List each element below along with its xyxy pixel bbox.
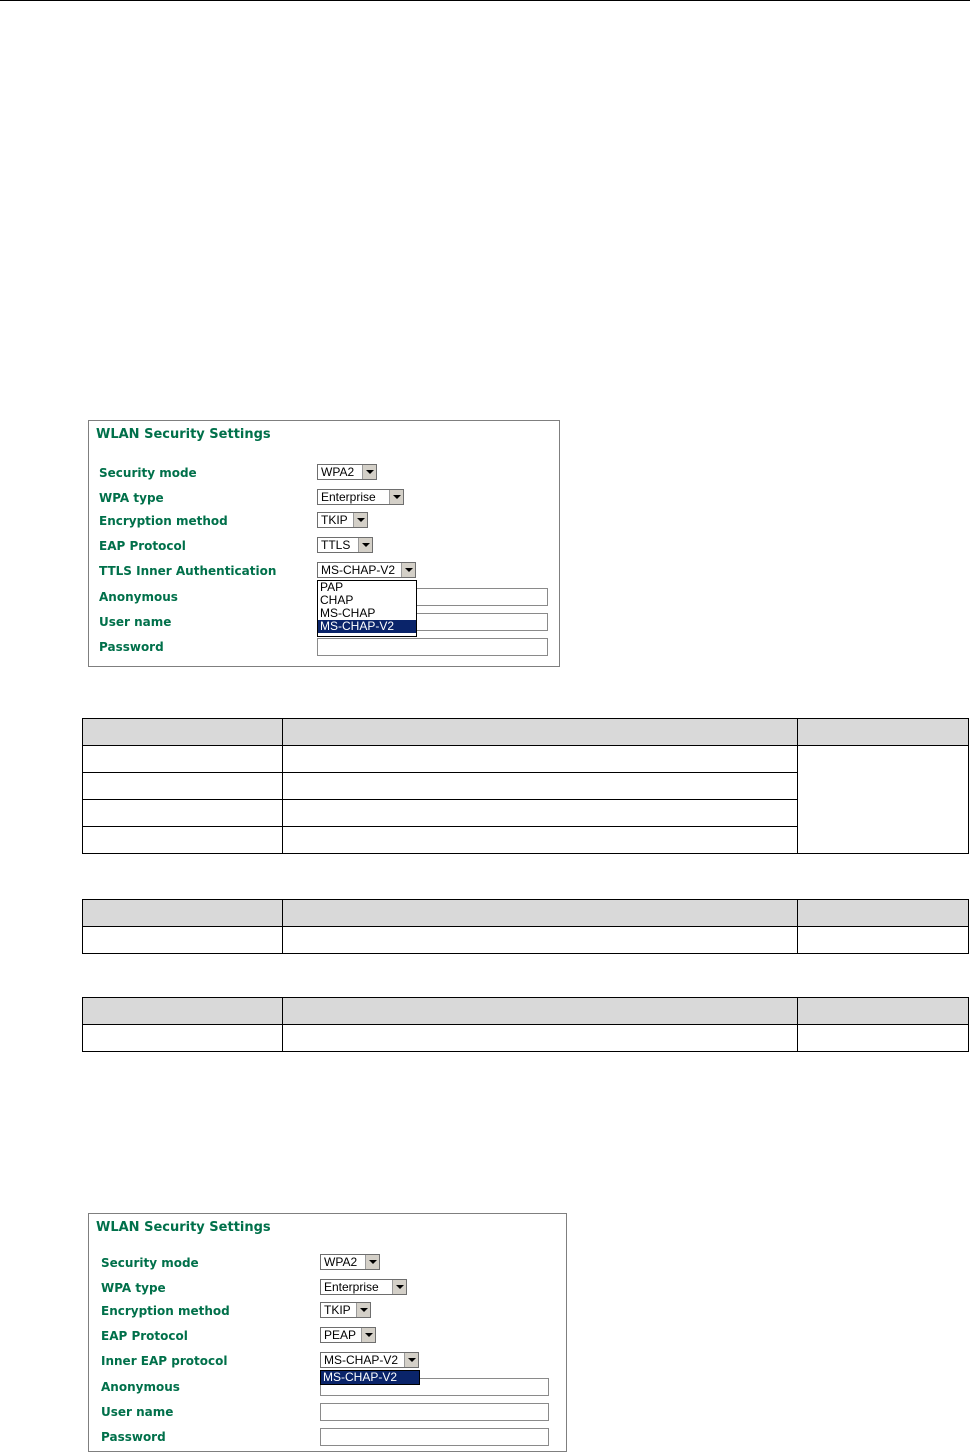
table-cell — [798, 927, 969, 954]
table-header-cell — [83, 998, 283, 1025]
label-wpa-type: WPA type — [101, 1281, 166, 1295]
security-mode-value: WPA2 — [321, 465, 355, 479]
table-cell — [83, 800, 283, 827]
eap-protocol-select[interactable] — [320, 1327, 376, 1343]
settings-table-1 — [82, 718, 969, 854]
wpa-type-value: Enterprise — [324, 1280, 379, 1294]
table-cell — [83, 1025, 283, 1052]
security-mode-select[interactable] — [317, 464, 377, 480]
table-header-row — [83, 719, 969, 746]
table-cell — [83, 827, 283, 854]
table-header-cell — [83, 719, 283, 746]
chevron-down-icon[interactable] — [361, 1328, 375, 1342]
wpa-type-select[interactable] — [317, 489, 404, 505]
table-header-cell — [283, 998, 798, 1025]
table-cell — [798, 1025, 969, 1052]
wlan-security-panel-peap — [88, 1213, 567, 1452]
chevron-down-icon[interactable] — [362, 465, 376, 479]
table-cell-merged — [798, 746, 969, 854]
dropdown-option-chap[interactable]: CHAP — [320, 593, 354, 607]
chevron-down-icon[interactable] — [356, 1303, 370, 1317]
label-anonymous: Anonymous — [101, 1380, 180, 1394]
page-top-rule — [0, 0, 970, 1]
table-row — [83, 1025, 969, 1052]
table-header-cell — [798, 900, 969, 927]
table-row — [83, 927, 969, 954]
table-row — [83, 746, 969, 773]
password-input[interactable] — [320, 1428, 549, 1446]
wlan-security-panel-ttls — [88, 420, 560, 667]
table-header-cell — [798, 998, 969, 1025]
password-input[interactable] — [317, 638, 548, 656]
inner-eap-protocol-select[interactable] — [320, 1352, 419, 1368]
encryption-method-select[interactable] — [320, 1302, 371, 1318]
dropdown-option-pap[interactable]: PAP — [320, 580, 344, 594]
label-encryption-method: Encryption method — [101, 1304, 230, 1318]
table-header-cell — [798, 719, 969, 746]
dropdown-option-ms-chap-v2[interactable]: MS-CHAP-V2 — [318, 620, 416, 633]
label-user-name: User name — [99, 615, 172, 629]
dropdown-option-ms-chap[interactable]: MS-CHAP — [320, 606, 376, 620]
user-name-input[interactable] — [320, 1403, 549, 1421]
inner-eap-protocol-value: MS-CHAP-V2 — [324, 1353, 399, 1367]
chevron-down-icon[interactable] — [401, 563, 415, 577]
table-cell — [83, 927, 283, 954]
table-cell — [283, 746, 798, 773]
label-password: Password — [99, 640, 164, 654]
label-user-name: User name — [101, 1405, 174, 1419]
chevron-down-icon[interactable] — [353, 513, 367, 527]
wpa-type-value: Enterprise — [321, 490, 376, 504]
label-security-mode: Security mode — [99, 466, 197, 480]
label-wpa-type: WPA type — [99, 491, 164, 505]
table-cell — [283, 827, 798, 854]
eap-protocol-select[interactable] — [317, 537, 373, 553]
eap-protocol-value: TTLS — [321, 538, 351, 552]
label-anonymous: Anonymous — [99, 590, 178, 604]
ttls-inner-authentication-value: MS-CHAP-V2 — [321, 563, 396, 577]
chevron-down-icon[interactable] — [365, 1255, 379, 1269]
ttls-inner-authentication-dropdown[interactable] — [317, 580, 417, 637]
encryption-method-value: TKIP — [321, 513, 348, 527]
chevron-down-icon[interactable] — [404, 1353, 418, 1367]
table-header-cell — [283, 900, 798, 927]
label-eap-protocol: EAP Protocol — [101, 1329, 188, 1343]
label-inner-eap-protocol: Inner EAP protocol — [101, 1354, 228, 1368]
table-cell — [283, 773, 798, 800]
table-header-cell — [283, 719, 798, 746]
security-mode-select[interactable] — [320, 1254, 380, 1270]
encryption-method-select[interactable] — [317, 512, 368, 528]
table-header-row — [83, 900, 969, 927]
table-cell — [283, 927, 798, 954]
encryption-method-value: TKIP — [324, 1303, 351, 1317]
table-header-row — [83, 998, 969, 1025]
chevron-down-icon[interactable] — [392, 1280, 406, 1294]
label-eap-protocol: EAP Protocol — [99, 539, 186, 553]
panel-title: WLAN Security Settings — [96, 1220, 271, 1235]
table-cell — [283, 1025, 798, 1052]
chevron-down-icon[interactable] — [389, 490, 403, 504]
table-cell — [83, 746, 283, 773]
eap-protocol-value: PEAP — [324, 1328, 357, 1342]
wpa-type-select[interactable] — [320, 1279, 407, 1295]
table-header-cell — [83, 900, 283, 927]
settings-table-2 — [82, 899, 969, 954]
security-mode-value: WPA2 — [324, 1255, 358, 1269]
ttls-inner-authentication-select[interactable] — [317, 562, 416, 578]
dropdown-option-ms-chap-v2[interactable]: MS-CHAP-V2 — [321, 1371, 419, 1384]
panel-title: WLAN Security Settings — [96, 427, 271, 442]
table-cell — [283, 800, 798, 827]
label-encryption-method: Encryption method — [99, 514, 228, 528]
settings-table-3 — [82, 997, 969, 1052]
inner-eap-protocol-dropdown[interactable] — [320, 1370, 420, 1385]
chevron-down-icon[interactable] — [358, 538, 372, 552]
label-password: Password — [101, 1430, 166, 1444]
label-ttls-inner-authentication: TTLS Inner Authentication — [99, 564, 277, 578]
label-security-mode: Security mode — [101, 1256, 199, 1270]
table-cell — [83, 773, 283, 800]
